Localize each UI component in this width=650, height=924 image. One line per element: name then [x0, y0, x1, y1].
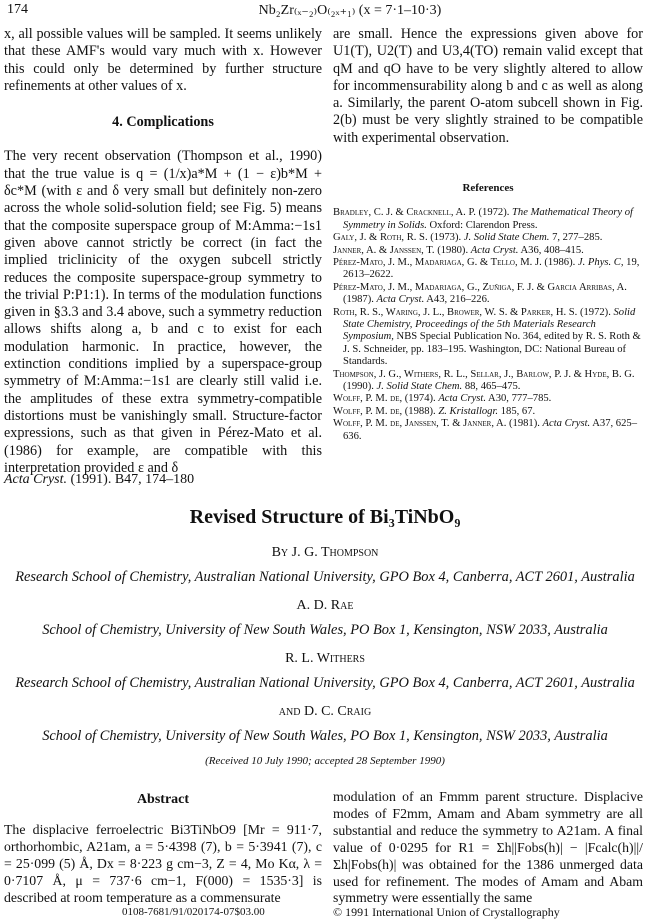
- abstract-left: The displacive ferroelectric Bi3TiNbO9 [Mr = 911·7, orthorhombic, A21am, a = 5·4398 (7), b = 5·3941 (7), c = 25·099 (5) Å, Dx = 8·223 g cm−3, Z = 4, Mo Kα, λ = 0·7107 Å, μ = 737·6 cm−1, F(000) = 1535·3] is described at room temperature as a commensurate: [4, 822, 322, 905]
- author-1-name: J. G. Thompson: [291, 545, 379, 560]
- reference-source: Z. Kristallogr.: [438, 405, 499, 417]
- footer-copyright: © 1991 International Union of Crystallography: [333, 905, 560, 919]
- reference-details: A30, 777–785.: [485, 393, 552, 405]
- reference-authors: Thompson, J. G., Withers, R. L., Sellar, J., Barlow, P. J. & Hyde, B. G. (1990).: [333, 368, 635, 393]
- author-1: [0, 545, 650, 561]
- reference-item: [333, 369, 643, 394]
- reference-details: A36, 408–415.: [518, 244, 584, 256]
- author-4-name: D. C. Craig: [303, 704, 372, 719]
- reference-source: J. Solid State Chem.: [463, 232, 550, 244]
- reference-source: Acta Cryst.: [470, 244, 519, 256]
- received-dates: (Received 10 July 1990; accepted 28 September 1990): [205, 755, 445, 767]
- abstract-right: modulation of an Fmmm parent structure. Displacive modes of F2mm, Amam and Abam symmetry are all substantial and reduce the symmetry to A21am. A final value of 0·0295 for R1 = Σh||Fobs(h)| − |Fcalc(h)||/Σh|Fobs(h)| was obtained for the 1386 unmerged data used for refinement. The modes of Amam and Abam symmetry were essentially the same: [333, 789, 643, 906]
- reference-authors: Janner, A. & Janssen, T. (1980).: [333, 244, 471, 256]
- reference-source: The Mathematical Theory of Symmetry in Solids.: [343, 207, 633, 231]
- affiliation-1: Research School of Chemistry, Australian National University, GPO Box 4, Canberra, ACT 2601, Australia: [15, 569, 635, 585]
- abstract-heading: Abstract: [136, 792, 190, 807]
- intro-paragraph: x, all possible values will be sampled. It seems unlikely that these AMF's would vary much with x. However this could only be determined by further structure refinements at other values of x.: [4, 26, 322, 94]
- reference-details: 185, 67.: [498, 405, 536, 417]
- reference-authors: Pérez-Mato, J. M., Madariaga, G., Zuñiga, F. J. & Garcia Arribas, A. (1987).: [333, 281, 627, 306]
- reference-item: [333, 393, 643, 405]
- reference-authors: Wolff, P. M. de, (1974).: [333, 393, 439, 405]
- references-heading: References: [462, 182, 514, 195]
- reference-details: 88, 465–475.: [462, 381, 521, 393]
- reference-item: [333, 307, 643, 369]
- reference-item: [333, 232, 643, 244]
- right-column: [333, 26, 643, 443]
- reference-item: [333, 418, 643, 443]
- affiliation-2: School of Chemistry, University of New South Wales, PO Box 1, Kensington, NSW 2033, Australia: [42, 622, 608, 638]
- reference-item: [333, 282, 643, 307]
- author-3: [0, 651, 650, 667]
- author-2-name: A. D. Rae: [296, 598, 354, 613]
- citation-rest: (1991). B47, 174–180: [67, 472, 195, 487]
- reference-details: A43, 216–226.: [424, 294, 490, 306]
- reference-authors: Pérez-Mato, J. M., Madariaga, G. & Tello, M. J. (1986).: [333, 257, 578, 268]
- reference-authors: Bradley, C. J. & Cracknell, A. P. (1972).: [333, 207, 513, 219]
- right-paragraph: are small. Hence the expressions given above for U1(T), U2(T) and U3,4(TO) remain valid except that qM and qO have to be very slightly altered to allow for incommensurability along b and c as well as along a. Similarly, the parent O-atom subcell shown in Fig. 2(b) must be very slightly strained to be compatible with experimental observation.: [333, 26, 643, 146]
- affiliation-4: School of Chemistry, University of New South Wales, PO Box 1, Kensington, NSW 2033, Australia: [42, 728, 608, 744]
- reference-authors: Galy, J. & Roth, R. S. (1973).: [333, 232, 464, 244]
- reference-source: Acta Cryst.: [542, 418, 591, 430]
- reference-item: [333, 245, 643, 257]
- reference-source: Acta Cryst.: [376, 294, 425, 306]
- author-4: [0, 704, 650, 720]
- footer-code: 0108-7681/91/020174-07$03.00: [122, 906, 265, 918]
- author-3-name: R. L. Withers: [285, 651, 365, 666]
- section-heading: 4. Complications: [112, 114, 214, 131]
- author-2: [0, 598, 650, 614]
- reference-source: J. Phys. C,: [577, 257, 624, 268]
- reference-details: Oxford: Clarendon Press.: [426, 219, 538, 231]
- article-citation: [4, 472, 194, 488]
- complications-paragraph: The very recent observation (Thompson et al., 1990) that the true value is q = (1/x)a*M + (1 − ε)b*M + δc*M (with ε and δ very small but definitely non-zero across the whole solid-solution field; see Fig. 5) means that the composite superspace group of M:Amma:−1s1 given above cannot strictly be correct (in fact the implied triclinicity of the oxygen subcell strictly reduces the composite superspace-group symmetry to the trivial P:P1:1). In terms of the modulation functions given in §3.3 and 3.4 above, such a symmetry reduction allows shifts along a, b and c to exist for each modulation harmonic. In practice, however, the extinction conditions implied by a superspace-group symmetry of M:Amma:−1s1 are clearly still valid i.e. the amplitudes of these extra symmetry-compatible distortions must be vanishingly small. Structure-factor expressions, such as that given in Pérez-Mato et al. (1986) for example, are compatible with this interpretation provided ε and δ: [4, 148, 322, 476]
- references-list: [333, 207, 643, 443]
- reference-authors: Wolff, P. M. de, Janssen, T. & Janner, A. (1981).: [333, 418, 543, 430]
- author-1-prefix: By: [271, 545, 292, 560]
- reference-details: NBS Special Publication No. 364, edited by R. S. Roth & J. S. Schneider, pp. 183–195. Washington, DC: National Bureau of Standards.: [343, 331, 641, 368]
- article-title: Revised Structure of Bi₃TiNbO₉: [189, 506, 461, 528]
- reference-authors: Roth, R. S., Waring, J. L., Brower, W. S. & Parker, H. S. (1972).: [333, 306, 614, 318]
- reference-details: 7, 277–285.: [549, 232, 603, 244]
- reference-source: J. Solid State Chem.: [376, 381, 463, 393]
- affiliation-3: Research School of Chemistry, Australian National University, GPO Box 4, Canberra, ACT 2601, Australia: [15, 675, 635, 691]
- page-number: 174: [7, 2, 28, 17]
- left-column: [4, 26, 322, 477]
- reference-item: [333, 207, 643, 232]
- running-title: Nb₂Zr₍ₓ₋₂₎O₍₂ₓ₊₁₎ (x = 7·1–10·3): [258, 3, 442, 18]
- reference-source: Solid State Chemistry, Proceedings of the 5th Materials Research Symposium,: [343, 306, 636, 343]
- reference-details: 19, 2613–2622.: [343, 257, 640, 281]
- reference-authors: Wolff, P. M. de, (1988).: [333, 405, 439, 417]
- author-4-prefix: and: [278, 704, 304, 719]
- reference-item: [333, 257, 643, 282]
- reference-details: A37, 625–636.: [343, 418, 637, 442]
- citation-journal: Acta Cryst.: [4, 472, 67, 487]
- reference-source: Acta Cryst.: [438, 393, 486, 405]
- reference-item: [333, 406, 643, 418]
